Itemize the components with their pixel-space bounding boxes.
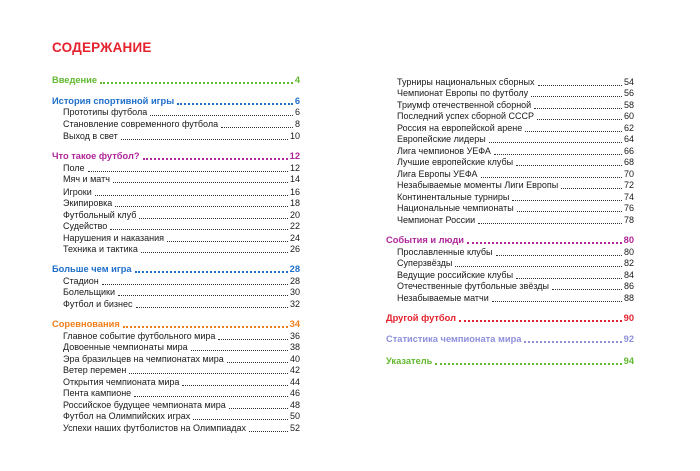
toc-entry[interactable] (386, 133, 634, 145)
toc-entry-title: Эра бразильцев на чемпионатах мира (63, 354, 224, 364)
dot-leader (492, 301, 622, 302)
toc-section-entry[interactable] (52, 150, 300, 162)
toc-entry[interactable] (52, 220, 300, 232)
toc-entry-title: Россия на европейской арене (397, 123, 523, 133)
dot-leader (229, 408, 288, 409)
toc-page-number: 6 (294, 96, 300, 106)
toc-page-number: 36 (289, 331, 300, 341)
toc-page-number: 76 (623, 203, 634, 213)
toc-page-number: 48 (289, 400, 300, 410)
toc-entry[interactable] (52, 410, 300, 422)
toc-entry-title: Успехи наших футболистов на Олимпиадах (63, 423, 247, 433)
dot-leader (121, 139, 288, 140)
dot-leader (193, 419, 288, 420)
dot-leader (459, 320, 622, 322)
dot-leader (135, 271, 288, 273)
toc-page-number: 78 (623, 215, 634, 225)
toc-entry[interactable] (386, 202, 634, 214)
toc-entry[interactable] (52, 298, 300, 310)
toc-entry-title: Незабываемые матчи (397, 293, 489, 303)
dot-leader (134, 396, 288, 397)
toc-section-entry[interactable] (386, 333, 634, 345)
toc-entry[interactable] (52, 130, 300, 142)
dot-leader (102, 284, 288, 285)
dot-leader (150, 115, 293, 116)
toc-page-number: 80 (623, 235, 634, 245)
toc-entry-title: Болельщики (63, 287, 116, 297)
toc-page-number: 50 (289, 411, 300, 421)
toc-section-entry[interactable] (52, 74, 300, 86)
dot-leader (182, 385, 288, 386)
toc-entry[interactable] (52, 243, 300, 255)
toc-entry[interactable] (52, 286, 300, 298)
toc-entry[interactable] (386, 156, 634, 168)
toc-section-entry[interactable] (386, 355, 634, 367)
dot-leader (113, 182, 288, 183)
dot-leader (221, 127, 293, 128)
dot-leader (455, 266, 622, 267)
toc-entry-title: Что такое футбол? (52, 151, 140, 161)
toc-page-number: 88 (623, 293, 634, 303)
toc-entry-title: Техника и тактика (63, 244, 138, 254)
toc-section-entry[interactable] (52, 318, 300, 330)
dot-leader (136, 307, 288, 308)
dot-leader (467, 242, 622, 244)
toc-entry-title: Стадион (63, 276, 99, 286)
toc-page-number: 30 (289, 287, 300, 297)
toc-entry-title: Выход в свет (63, 131, 118, 141)
dot-leader (489, 142, 622, 143)
toc-page-number: 24 (289, 233, 300, 243)
toc-page-number: 6 (294, 107, 300, 117)
toc-entry[interactable] (386, 87, 634, 99)
toc-entry-title: Суперзвёзды (397, 258, 453, 268)
toc-entry-title: Ведущие российские клубы (397, 270, 514, 280)
toc-entry-title: Экипировка (63, 198, 113, 208)
toc-entry-title: Прототипы футбола (63, 107, 148, 117)
toc-entry-title: Лига Европы УЕФА (397, 169, 478, 179)
toc-entry-title: Лига чемпионов УЕФА (397, 146, 491, 156)
toc-entry[interactable] (386, 257, 634, 269)
dot-leader (516, 278, 622, 279)
toc-entry[interactable] (52, 106, 300, 118)
dot-leader (100, 82, 293, 84)
toc-entry-title: Статистика чемпионата мира (386, 334, 522, 344)
toc-entry-title: Футбол и бизнес (63, 299, 133, 309)
toc-page-number: 72 (623, 180, 634, 190)
toc-entry-title: Континентальные турниры (397, 192, 510, 202)
toc-entry-title: Незабываемые моменты Лиги Европы (397, 180, 559, 190)
toc-entry-title: Последний успех сборной СССР (397, 111, 535, 121)
dot-leader (167, 241, 288, 242)
dot-leader (538, 85, 622, 86)
toc-entry-title: Лучшие европейские клубы (397, 157, 514, 167)
toc-entry-title: Довоенные чемпионаты мира (63, 342, 188, 352)
dot-leader (534, 108, 622, 109)
toc-entry-title: Европейские лидеры (397, 134, 486, 144)
toc-entry-title: Пента кампионе (63, 388, 132, 398)
dot-leader (525, 131, 622, 132)
toc-entry-title: Турниры национальных сборных (397, 77, 535, 87)
toc-entry-title: Чемпионат России (397, 215, 476, 225)
dot-leader (88, 171, 288, 172)
toc-entry[interactable] (386, 292, 634, 304)
toc-page-number: 56 (623, 88, 634, 98)
toc-page-number: 54 (623, 77, 634, 87)
toc-page-number: 38 (289, 342, 300, 352)
dot-leader (552, 289, 622, 290)
toc-page-number: 68 (623, 157, 634, 167)
toc-entry-title: События и люди (386, 235, 464, 245)
toc-entry-title: Мяч и матч (63, 174, 110, 184)
toc-entry[interactable] (386, 280, 634, 292)
dot-leader (524, 341, 621, 343)
toc-entry-title: Национальные чемпионаты (397, 203, 514, 213)
dot-leader (139, 218, 288, 219)
toc-page-number: 16 (289, 187, 300, 197)
dot-leader (435, 363, 621, 365)
toc-page-number: 74 (623, 192, 634, 202)
toc-page-number: 42 (289, 365, 300, 375)
dot-leader (129, 373, 288, 374)
toc-entry-title: Нарушения и наказания (63, 233, 165, 243)
dot-leader (143, 158, 288, 160)
dot-leader (478, 223, 622, 224)
toc-entry-title: Поле (63, 163, 85, 173)
toc-entry-title: Становление современного футбола (63, 119, 219, 129)
dot-leader (227, 362, 288, 363)
page-title: СОДЕРЖАНИЕ (52, 40, 152, 55)
toc-page-number: 52 (289, 423, 300, 433)
toc-page-number: 34 (289, 319, 300, 329)
toc-entry[interactable] (386, 110, 634, 122)
toc-section-entry[interactable] (52, 263, 300, 275)
toc-page-number: 40 (289, 354, 300, 364)
toc-entry-title: Указатель (386, 356, 433, 366)
toc-page-number: 26 (289, 244, 300, 254)
toc-page-number: 10 (289, 131, 300, 141)
toc-entry-title: Триумф отечественной сборной (397, 100, 532, 110)
toc-page-number: 44 (289, 377, 300, 387)
toc-section-entry[interactable] (386, 312, 634, 324)
dot-leader (517, 211, 622, 212)
toc-entry[interactable] (52, 387, 300, 399)
toc-page-number: 28 (289, 264, 300, 274)
toc-entry[interactable] (386, 214, 634, 226)
toc-entry-title: Открытия чемпионата мира (63, 377, 180, 387)
toc-page-number: 64 (623, 134, 634, 144)
dot-leader (512, 200, 622, 201)
dot-leader (531, 96, 622, 97)
toc-page-number: 12 (289, 151, 300, 161)
dot-leader (494, 154, 622, 155)
toc-entry-title: Футбол на Олимпийских играх (63, 411, 191, 421)
toc-page-number: 32 (289, 299, 300, 309)
dot-leader (249, 431, 288, 432)
toc-page-number: 46 (289, 388, 300, 398)
toc-entry[interactable] (52, 341, 300, 353)
toc-page-number: 18 (289, 198, 300, 208)
dot-leader (537, 119, 622, 120)
dot-leader (218, 339, 288, 340)
toc-entry-title: Ветер перемен (63, 365, 127, 375)
toc-entry-title: История спортивной игры (52, 96, 175, 106)
toc-entry-title: Введение (52, 75, 98, 85)
toc-page-number: 80 (623, 247, 634, 257)
toc-page-number: 86 (623, 281, 634, 291)
toc-entry-title: Другой футбол (386, 313, 457, 323)
dot-leader (95, 195, 288, 196)
toc-page-number: 12 (289, 163, 300, 173)
dot-leader (118, 295, 288, 296)
toc-page-number: 58 (623, 100, 634, 110)
toc-entry[interactable] (52, 173, 300, 185)
toc-entry-title: Футбольный клуб (63, 210, 137, 220)
toc-entry-title: Игроки (63, 187, 92, 197)
toc-section-entry[interactable] (386, 234, 634, 246)
toc-page-number: 8 (294, 119, 300, 129)
toc-entry[interactable] (52, 422, 300, 434)
toc-entry-title: Чемпионат Европы по футболу (397, 88, 529, 98)
toc-entry[interactable] (386, 179, 634, 191)
toc-page-number: 82 (623, 258, 634, 268)
toc-page-number: 4 (294, 75, 300, 85)
dot-leader (516, 165, 622, 166)
toc-page-number: 94 (623, 356, 634, 366)
toc-page-number: 60 (623, 111, 634, 121)
toc-page-number: 66 (623, 146, 634, 156)
toc-page-number: 28 (289, 276, 300, 286)
dot-leader (123, 326, 288, 328)
dot-leader (177, 103, 293, 105)
toc-entry[interactable] (52, 118, 300, 130)
toc-entry-title: Соревнования (52, 319, 120, 329)
toc-entry-title: Российское будущее чемпионата мира (63, 400, 226, 410)
toc-page-number: 62 (623, 123, 634, 133)
toc-entry[interactable] (52, 364, 300, 376)
toc-entry-title: Отечественные футбольные звёзды (397, 281, 549, 291)
dot-leader (481, 177, 622, 178)
dot-leader (110, 229, 288, 230)
dot-leader (496, 255, 622, 256)
toc-entry[interactable] (52, 197, 300, 209)
toc-page-number: 14 (289, 174, 300, 184)
dot-leader (191, 350, 288, 351)
dot-leader (141, 252, 288, 253)
toc-page-number: 90 (623, 313, 634, 323)
toc-entry-title: Судейство (63, 221, 108, 231)
toc-page-number: 84 (623, 270, 634, 280)
toc-entry-title: Больше чем игра (52, 264, 132, 274)
toc-page-number: 20 (289, 210, 300, 220)
toc-page-number: 22 (289, 221, 300, 231)
dot-leader (115, 206, 288, 207)
toc-entry-title: Главное событие футбольного мира (63, 331, 216, 341)
toc-page-number: 92 (623, 334, 634, 344)
toc-entry-title: Прославленные клубы (397, 247, 493, 257)
toc-page-number: 70 (623, 169, 634, 179)
dot-leader (561, 188, 622, 189)
